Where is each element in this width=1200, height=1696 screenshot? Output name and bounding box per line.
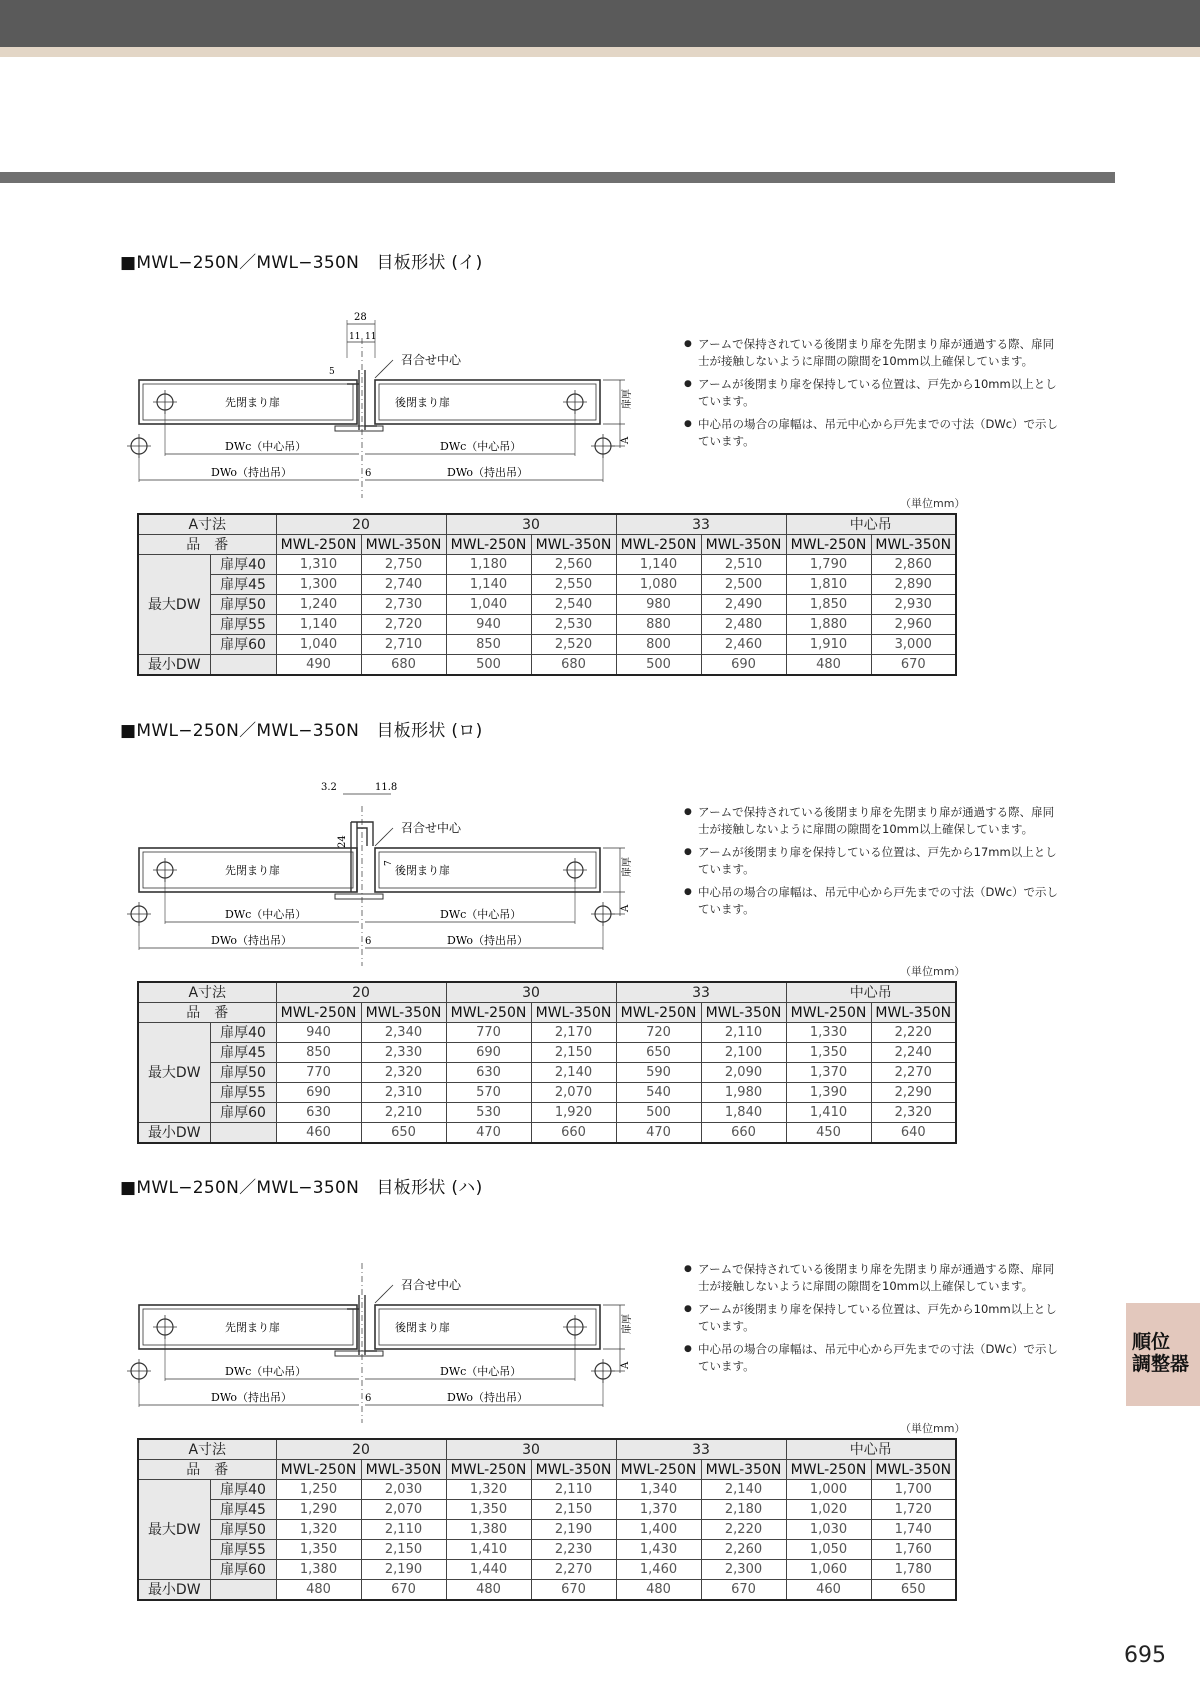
min-dw-value: 460 <box>786 1580 871 1601</box>
max-dw-value: 1,780 <box>871 1560 956 1580</box>
dwo-right-label: DWo（持出吊） <box>447 1391 529 1404</box>
notes-list <box>684 336 1064 456</box>
a-value-header: 20 <box>276 982 446 1003</box>
max-dw-value: 630 <box>276 1103 361 1123</box>
max-dw-value: 2,540 <box>531 595 616 615</box>
gap-dimension-label: 6 <box>365 468 372 479</box>
max-dw-value: 1,000 <box>786 1480 871 1500</box>
max-dw-value: 2,230 <box>531 1540 616 1560</box>
a-dimension-header: A寸法 <box>138 514 276 535</box>
max-dw-value: 1,050 <box>786 1540 871 1560</box>
max-dw-label: 最大DW <box>138 555 210 655</box>
max-dw-value: 2,510 <box>701 555 786 575</box>
max-dw-value: 1,390 <box>786 1083 871 1103</box>
door-thickness-label: 扉厚40 <box>210 1023 276 1043</box>
door-thickness-label: 扉厚40 <box>210 555 276 575</box>
model-name-cell: MWL-250N <box>616 1460 701 1480</box>
max-dw-value: 1,810 <box>786 575 871 595</box>
center-label: 召合せ中心 <box>401 1278 462 1292</box>
section-divider-bar <box>0 172 1115 183</box>
a-value-header: 20 <box>276 1439 446 1460</box>
max-dw-value: 2,890 <box>871 575 956 595</box>
side-tab-label-line2: 調整器 <box>1132 1353 1190 1375</box>
model-name-cell: MWL-350N <box>361 1003 446 1023</box>
max-dw-value: 1,350 <box>446 1500 531 1520</box>
max-dw-value: 940 <box>446 615 531 635</box>
section-title: ■MWL−250N／MWL−350N 目板形状 (イ) <box>120 253 483 273</box>
min-dw-value: 660 <box>531 1123 616 1144</box>
max-dw-value: 1,140 <box>616 555 701 575</box>
max-dw-value: 1,380 <box>276 1560 361 1580</box>
notes-list <box>684 804 1064 924</box>
model-name-cell: MWL-250N <box>786 1003 871 1023</box>
model-name-cell: MWL-250N <box>786 535 871 555</box>
gap-dimension-label: 6 <box>365 936 372 947</box>
left-door-label: 先閉まり扉 <box>225 396 280 409</box>
table-row <box>138 1103 956 1123</box>
max-dw-value: 2,750 <box>361 555 446 575</box>
max-dw-value: 2,500 <box>701 575 786 595</box>
left-dimension-label: 11 <box>349 332 361 342</box>
door-thickness-label: 扉厚45 <box>210 1500 276 1520</box>
dwc-left-label: DWc（中心吊） <box>225 908 307 921</box>
max-dw-value: 2,140 <box>531 1063 616 1083</box>
min-dw-value: 500 <box>446 655 531 676</box>
door-thickness-label: 扉厚55 <box>210 1083 276 1103</box>
max-dw-value: 2,110 <box>701 1023 786 1043</box>
a-value-header: 33 <box>616 1439 786 1460</box>
spec-section <box>0 1173 1200 1598</box>
max-dw-value: 800 <box>616 635 701 655</box>
model-name-cell: MWL-350N <box>701 1460 786 1480</box>
max-dw-value: 540 <box>616 1083 701 1103</box>
max-dw-value: 2,070 <box>531 1083 616 1103</box>
max-dw-value: 2,960 <box>871 615 956 635</box>
max-dw-value: 1,740 <box>871 1520 956 1540</box>
max-dw-value: 1,790 <box>786 555 871 575</box>
left-door-label: 先閉まり扉 <box>225 1321 280 1334</box>
max-dw-value: 2,530 <box>531 615 616 635</box>
max-dw-value: 2,140 <box>701 1480 786 1500</box>
max-dw-value: 2,180 <box>701 1500 786 1520</box>
right-door-label: 後閉まり扉 <box>395 864 450 877</box>
max-dw-label: 最大DW <box>138 1480 210 1580</box>
left-door-label: 先閉まり扉 <box>225 864 280 877</box>
door-thickness-label: 扉厚45 <box>210 575 276 595</box>
model-name-cell: MWL-350N <box>701 535 786 555</box>
vertical-dimension-label: 24 <box>337 835 348 848</box>
table-row <box>138 1540 956 1560</box>
min-dw-label: 最小DW <box>138 655 210 676</box>
max-dw-value: 1,140 <box>276 615 361 635</box>
dwc-right-label: DWc（中心吊） <box>440 440 522 453</box>
max-dw-value: 1,880 <box>786 615 871 635</box>
max-dw-value: 2,710 <box>361 635 446 655</box>
door-thickness-label: 扉厚50 <box>210 595 276 615</box>
max-dw-value: 2,860 <box>871 555 956 575</box>
max-dw-value: 650 <box>616 1043 701 1063</box>
door-thickness-label: 扉厚50 <box>210 1520 276 1540</box>
max-dw-value: 2,740 <box>361 575 446 595</box>
max-dw-value: 1,430 <box>616 1540 701 1560</box>
right-dimension-label: 11.8 <box>375 782 398 793</box>
min-dw-value: 650 <box>361 1123 446 1144</box>
min-dw-value: 670 <box>701 1580 786 1601</box>
max-dw-value: 1,700 <box>871 1480 956 1500</box>
header-bar <box>0 0 1200 47</box>
max-dw-value: 2,560 <box>531 555 616 575</box>
max-dw-value: 1,460 <box>616 1560 701 1580</box>
max-dw-value: 2,300 <box>701 1560 786 1580</box>
max-dw-value: 1,240 <box>276 595 361 615</box>
right-door-label: 後閉まり扉 <box>395 1321 450 1334</box>
max-dw-value: 880 <box>616 615 701 635</box>
model-name-cell: MWL-350N <box>361 535 446 555</box>
max-dw-value: 1,850 <box>786 595 871 615</box>
unit-label: （単位mm） <box>900 497 966 510</box>
model-name-cell: MWL-350N <box>871 1003 956 1023</box>
max-dw-value: 1,910 <box>786 635 871 655</box>
min-dw-value: 470 <box>446 1123 531 1144</box>
note-item: ● アームが後閉まり扉を保持している位置は、戸先から10mm以上としています。 <box>684 376 1064 410</box>
table-row <box>138 1560 956 1580</box>
a-value-header: 33 <box>616 514 786 535</box>
spec-section <box>0 716 1200 1156</box>
table-row <box>138 555 956 575</box>
door-thickness-label: 扉厚55 <box>210 1540 276 1560</box>
door-diagram <box>125 298 645 498</box>
max-dw-value: 1,330 <box>786 1023 871 1043</box>
max-dw-value: 1,370 <box>786 1063 871 1083</box>
min-dw-value: 670 <box>871 655 956 676</box>
min-dw-value: 500 <box>616 655 701 676</box>
model-name-cell: MWL-350N <box>531 1460 616 1480</box>
notes-list <box>684 1261 1064 1381</box>
note-item: ● アームで保持されている後閉まり扉を先閉まり扉が通過する際、扉同士が接触しないように扉間の隙間を10mm以上確保しています。 <box>684 336 1064 370</box>
max-dw-value: 1,040 <box>276 635 361 655</box>
dimension-table <box>137 1438 957 1601</box>
model-name-cell: MWL-250N <box>276 1003 361 1023</box>
max-dw-value: 530 <box>446 1103 531 1123</box>
max-dw-value: 720 <box>616 1023 701 1043</box>
a-dimension-label: A <box>620 1361 631 1369</box>
max-dw-value: 2,930 <box>871 595 956 615</box>
max-dw-value: 1,060 <box>786 1560 871 1580</box>
table-row <box>138 595 956 615</box>
max-dw-value: 1,180 <box>446 555 531 575</box>
max-dw-value: 2,210 <box>361 1103 446 1123</box>
note-item: ● アームが後閉まり扉を保持している位置は、戸先から10mm以上としています。 <box>684 1301 1064 1335</box>
max-dw-value: 2,310 <box>361 1083 446 1103</box>
max-dw-value: 2,270 <box>531 1560 616 1580</box>
table-row <box>138 1023 956 1043</box>
max-dw-value: 2,460 <box>701 635 786 655</box>
a-value-header: 33 <box>616 982 786 1003</box>
max-dw-value: 2,730 <box>361 595 446 615</box>
max-dw-value: 1,370 <box>616 1500 701 1520</box>
table-row <box>138 635 956 655</box>
max-dw-value: 1,340 <box>616 1480 701 1500</box>
max-dw-value: 850 <box>446 635 531 655</box>
door-thickness-label: 扉厚45 <box>210 1043 276 1063</box>
max-dw-value: 770 <box>276 1063 361 1083</box>
model-name-cell: MWL-250N <box>446 1003 531 1023</box>
right-dimension-label: 11 <box>365 332 377 342</box>
model-name-cell: MWL-250N <box>446 535 531 555</box>
max-dw-value: 1,350 <box>276 1540 361 1560</box>
max-dw-value: 1,920 <box>531 1103 616 1123</box>
max-dw-value: 1,310 <box>276 555 361 575</box>
unit-label: （単位mm） <box>900 965 966 978</box>
door-thickness-label: 扉厚60 <box>210 635 276 655</box>
model-name-cell: MWL-350N <box>871 1460 956 1480</box>
max-dw-value: 2,550 <box>531 575 616 595</box>
max-dw-value: 1,300 <box>276 575 361 595</box>
a-dimension-header: A寸法 <box>138 982 276 1003</box>
note-item: ● 中心吊の場合の扉幅は、吊元中心から戸先までの寸法（DWc）で示しています。 <box>684 416 1064 450</box>
max-dw-value: 690 <box>276 1083 361 1103</box>
model-header: 品 番 <box>138 535 276 555</box>
max-dw-value: 2,240 <box>871 1043 956 1063</box>
table-row <box>138 1083 956 1103</box>
a-dimension-header: A寸法 <box>138 1439 276 1460</box>
a-value-header: 20 <box>276 514 446 535</box>
max-dw-value: 2,220 <box>701 1520 786 1540</box>
max-dw-value: 500 <box>616 1103 701 1123</box>
max-dw-value: 570 <box>446 1083 531 1103</box>
max-dw-value: 770 <box>446 1023 531 1043</box>
table-row <box>138 1063 956 1083</box>
table-row <box>138 575 956 595</box>
table-row <box>138 1043 956 1063</box>
gap-dimension-label: 6 <box>365 1393 372 1404</box>
top-dimension-label: 3.2 <box>321 782 337 793</box>
note-item: ● アームで保持されている後閉まり扉を先閉まり扉が通過する際、扉同士が接触しないように扉間の隙間を10mm以上確保しています。 <box>684 1261 1064 1295</box>
dwc-left-label: DWc（中心吊） <box>225 440 307 453</box>
header-accent-line <box>0 47 1200 57</box>
model-name-cell: MWL-250N <box>276 535 361 555</box>
max-dw-value: 1,040 <box>446 595 531 615</box>
a-value-header: 30 <box>446 514 616 535</box>
side-tab-label-line1: 順位 <box>1132 1331 1171 1353</box>
thickness-label: 扉厚 <box>622 1314 633 1334</box>
min-dw-value: 470 <box>616 1123 701 1144</box>
max-dw-value: 2,480 <box>701 615 786 635</box>
model-name-cell: MWL-350N <box>871 535 956 555</box>
min-dw-label: 最小DW <box>138 1580 210 1601</box>
max-dw-value: 2,340 <box>361 1023 446 1043</box>
model-name-cell: MWL-250N <box>616 1003 701 1023</box>
max-dw-value: 690 <box>446 1043 531 1063</box>
door-thickness-label: 扉厚60 <box>210 1103 276 1123</box>
dwc-right-label: DWc（中心吊） <box>440 908 522 921</box>
table-row <box>138 655 956 676</box>
max-dw-value: 2,100 <box>701 1043 786 1063</box>
max-dw-value: 2,150 <box>361 1540 446 1560</box>
model-name-cell: MWL-350N <box>361 1460 446 1480</box>
max-dw-value: 1,250 <box>276 1480 361 1500</box>
max-dw-value: 2,260 <box>701 1540 786 1560</box>
table-row <box>138 1500 956 1520</box>
max-dw-value: 980 <box>616 595 701 615</box>
min-dw-value: 670 <box>531 1580 616 1601</box>
max-dw-label: 最大DW <box>138 1023 210 1123</box>
min-dw-value: 640 <box>871 1123 956 1144</box>
min-dw-label: 最小DW <box>138 1123 210 1144</box>
note-item: ● アームで保持されている後閉まり扉を先閉まり扉が通過する際、扉同士が接触しないように扉間の隙間を10mm以上確保しています。 <box>684 804 1064 838</box>
max-dw-value: 2,220 <box>871 1023 956 1043</box>
max-dw-value: 2,330 <box>361 1043 446 1063</box>
max-dw-value: 2,270 <box>871 1063 956 1083</box>
max-dw-value: 1,140 <box>446 575 531 595</box>
dimension-table <box>137 513 957 676</box>
min-dw-value: 680 <box>361 655 446 676</box>
max-dw-value: 2,190 <box>361 1560 446 1580</box>
door-thickness-label: 扉厚50 <box>210 1063 276 1083</box>
table-row <box>138 615 956 635</box>
max-dw-value: 1,320 <box>276 1520 361 1540</box>
max-dw-value: 2,190 <box>531 1520 616 1540</box>
category-side-tab[interactable] <box>1126 1303 1200 1406</box>
model-name-cell: MWL-250N <box>616 535 701 555</box>
max-dw-value: 2,110 <box>361 1520 446 1540</box>
dwo-right-label: DWo（持出吊） <box>447 466 529 479</box>
center-label: 召合せ中心 <box>401 821 462 835</box>
min-dw-value: 490 <box>276 655 361 676</box>
door-thickness-label: 扉厚55 <box>210 615 276 635</box>
note-item: ● 中心吊の場合の扉幅は、吊元中心から戸先までの寸法（DWc）で示しています。 <box>684 1341 1064 1375</box>
a-value-header: 30 <box>446 982 616 1003</box>
dwc-left-label: DWc（中心吊） <box>225 1365 307 1378</box>
max-dw-value: 2,150 <box>531 1500 616 1520</box>
a-value-header: 中心吊 <box>786 514 956 535</box>
max-dw-value: 940 <box>276 1023 361 1043</box>
side-tab-label <box>1132 1331 1189 1375</box>
max-dw-value: 1,410 <box>786 1103 871 1123</box>
min-dw-value: 480 <box>616 1580 701 1601</box>
top-dimension-label: 28 <box>354 312 367 323</box>
max-dw-value: 1,720 <box>871 1500 956 1520</box>
max-dw-value: 1,320 <box>446 1480 531 1500</box>
max-dw-value: 1,980 <box>701 1083 786 1103</box>
max-dw-value: 1,290 <box>276 1500 361 1520</box>
door-diagram <box>125 1223 645 1423</box>
min-dw-value: 480 <box>786 655 871 676</box>
vertical2-dimension-label: 7 <box>384 860 394 866</box>
door-thickness-label: 扉厚60 <box>210 1560 276 1580</box>
max-dw-value: 1,410 <box>446 1540 531 1560</box>
max-dw-value: 2,290 <box>871 1083 956 1103</box>
model-name-cell: MWL-350N <box>531 1003 616 1023</box>
min-dw-value: 450 <box>786 1123 871 1144</box>
center-label: 召合せ中心 <box>401 353 462 367</box>
max-dw-value: 590 <box>616 1063 701 1083</box>
thickness-label: 扉厚 <box>622 389 633 409</box>
max-dw-value: 2,090 <box>701 1063 786 1083</box>
max-dw-value: 1,380 <box>446 1520 531 1540</box>
section-title: ■MWL−250N／MWL−350N 目板形状 (ロ) <box>120 721 483 741</box>
max-dw-value: 2,070 <box>361 1500 446 1520</box>
max-dw-value: 630 <box>446 1063 531 1083</box>
max-dw-value: 1,020 <box>786 1500 871 1520</box>
max-dw-value: 1,440 <box>446 1560 531 1580</box>
min-dw-value: 670 <box>361 1580 446 1601</box>
dwo-right-label: DWo（持出吊） <box>447 934 529 947</box>
max-dw-value: 1,840 <box>701 1103 786 1123</box>
table-row <box>138 1520 956 1540</box>
max-dw-value: 3,000 <box>871 635 956 655</box>
min-dw-value: 660 <box>701 1123 786 1144</box>
dwo-left-label: DWo（持出吊） <box>211 1391 293 1404</box>
min-dw-value: 460 <box>276 1123 361 1144</box>
min-dw-value: 690 <box>701 655 786 676</box>
max-dw-value: 1,400 <box>616 1520 701 1540</box>
table-row <box>138 1580 956 1601</box>
model-name-cell: MWL-350N <box>701 1003 786 1023</box>
model-header: 品 番 <box>138 1003 276 1023</box>
dwc-right-label: DWc（中心吊） <box>440 1365 522 1378</box>
spec-section <box>0 248 1200 688</box>
table-row <box>138 1480 956 1500</box>
max-dw-value: 1,080 <box>616 575 701 595</box>
a-value-header: 30 <box>446 1439 616 1460</box>
unit-label: （単位mm） <box>900 1422 966 1435</box>
right-door-label: 後閉まり扉 <box>395 396 450 409</box>
model-header: 品 番 <box>138 1460 276 1480</box>
a-dimension-label: A <box>620 904 631 912</box>
max-dw-value: 2,150 <box>531 1043 616 1063</box>
max-dw-value: 2,170 <box>531 1023 616 1043</box>
a-value-header: 中心吊 <box>786 1439 956 1460</box>
max-dw-value: 2,110 <box>531 1480 616 1500</box>
a-value-header: 中心吊 <box>786 982 956 1003</box>
max-dw-value: 850 <box>276 1043 361 1063</box>
model-name-cell: MWL-350N <box>531 535 616 555</box>
max-dw-value: 1,760 <box>871 1540 956 1560</box>
dwo-left-label: DWo（持出吊） <box>211 934 293 947</box>
model-name-cell: MWL-250N <box>276 1460 361 1480</box>
max-dw-value: 2,720 <box>361 615 446 635</box>
min-dw-value: 680 <box>531 655 616 676</box>
min-dw-value: 480 <box>276 1580 361 1601</box>
table-row <box>138 1123 956 1144</box>
max-dw-value: 2,030 <box>361 1480 446 1500</box>
section-title: ■MWL−250N／MWL−350N 目板形状 (ハ) <box>120 1178 483 1198</box>
max-dw-value: 2,490 <box>701 595 786 615</box>
max-dw-value: 2,320 <box>361 1063 446 1083</box>
model-name-cell: MWL-250N <box>786 1460 871 1480</box>
door-thickness-label: 扉厚40 <box>210 1480 276 1500</box>
min-dw-value: 480 <box>446 1580 531 1601</box>
dwo-left-label: DWo（持出吊） <box>211 466 293 479</box>
note-item: ● 中心吊の場合の扉幅は、吊元中心から戸先までの寸法（DWc）で示しています。 <box>684 884 1064 918</box>
astragal-base <box>335 894 383 899</box>
vertical-dimension-label: 5 <box>329 367 335 377</box>
thickness-label: 扉厚 <box>622 857 633 877</box>
door-diagram <box>125 766 645 966</box>
max-dw-value: 1,030 <box>786 1520 871 1540</box>
note-item: ● アームが後閉まり扉を保持している位置は、戸先から17mm以上としています。 <box>684 844 1064 878</box>
min-dw-value: 650 <box>871 1580 956 1601</box>
max-dw-value: 2,320 <box>871 1103 956 1123</box>
a-dimension-label: A <box>620 436 631 444</box>
dimension-table <box>137 981 957 1144</box>
model-name-cell: MWL-250N <box>446 1460 531 1480</box>
page-number: 695 <box>1124 1643 1166 1668</box>
max-dw-value: 2,520 <box>531 635 616 655</box>
max-dw-value: 1,350 <box>786 1043 871 1063</box>
